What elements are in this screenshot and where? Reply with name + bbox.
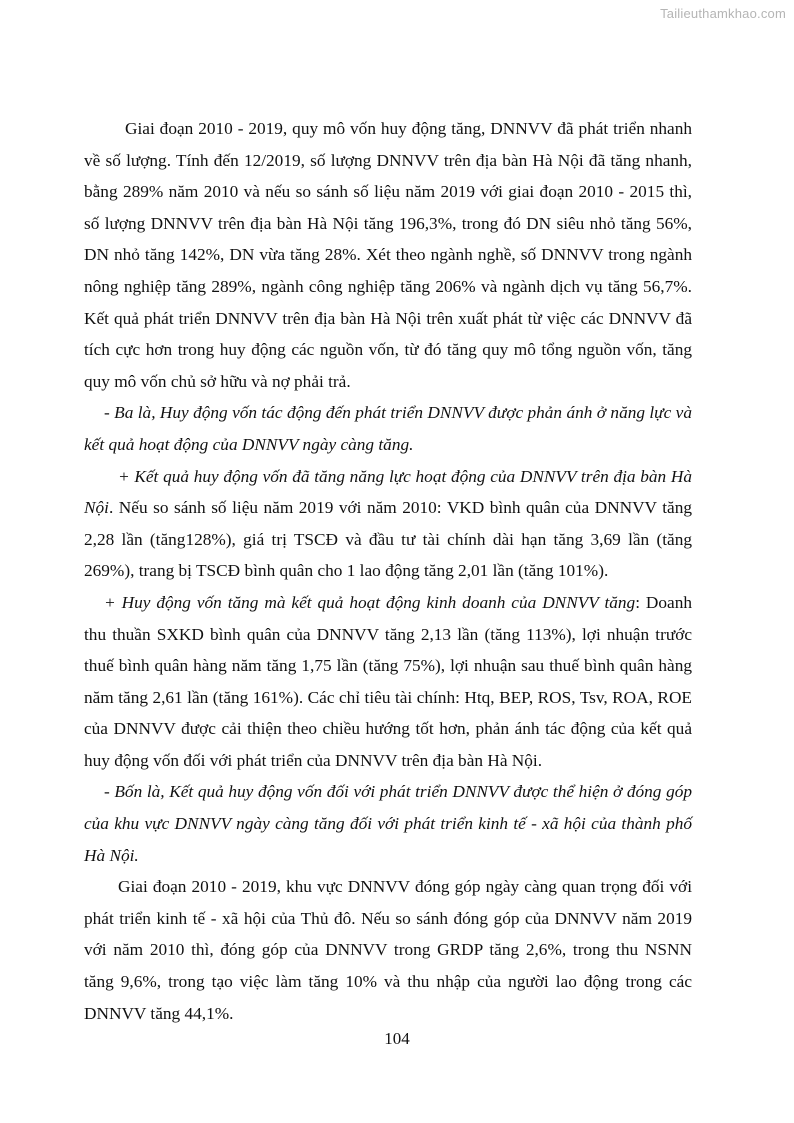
paragraph-business-results [84, 587, 692, 777]
paragraph-contribution: Giai đoạn 2010 - 2019, khu vực DNNVV đóng góp ngày càng quan trọng đối với phát triển kinh tế - xã hội của Thủ đô. Nếu so sánh đóng góp của DNNVV năm 2019 với năm 2010 thì, đóng góp của DNNVV trong GRDP tăng 2,6%, trong thu NSNN tăng 9,6%, trong tạo việc làm tăng 10% và thu nhập của người lao động trong các DNNVV tăng 44,1%. [84, 877, 692, 1023]
page-number: 104 [384, 1029, 410, 1048]
document-body [84, 113, 692, 1029]
business-results-heading: + Huy động vốn tăng mà kết quả hoạt động kinh doanh của DNNVV tăng [104, 592, 636, 612]
paragraph-point-three: - Ba là, Huy động vốn tác động đến phát triển DNNVV được phản ánh ở năng lực và kết quả hoạt động của DNNVV ngày càng tăng. [84, 403, 692, 454]
capacity-body: . Nếu so sánh số liệu năm 2019 với năm 2010: VKD bình quân của DNNVV tăng 2,28 lần (tăng128%), giá trị TSCĐ và đầu tư tài chính dài hạn tăng 3,69 lần (tăng 269%), trang bị TSCĐ bình quân cho 1 lao động tăng 2,01 lần (tăng 101%). [84, 498, 692, 581]
capacity-heading: + Kết quả huy động vốn đã tăng năng lực hoạt động của DNNVV trên địa bàn Hà Nội [84, 466, 692, 518]
paragraph-scale-growth: Giai đoạn 2010 - 2019, quy mô vốn huy động tăng, DNNVV đã phát triển nhanh về số lượng. Tính đến 12/2019, số lượng DNNVV trên địa bàn Hà Nội đã tăng nhanh, bằng 289% năm 2010 và nếu so sánh số liệu năm 2019 với giai đoạn 2010 - 2015 thì, số lượng DNNVV trên địa bàn Hà Nội tăng 196,3%, trong đó DN siêu nhỏ tăng 56%, DN nhỏ tăng 142%, DN vừa tăng 28%. Xét theo ngành nghề, số DNNVV trong ngành nông nghiệp tăng 289%, ngành công nghiệp tăng 206% và ngành dịch vụ tăng 56,7%. Kết quả phát triển DNNVV trên địa bàn Hà Nội trên xuất phát từ việc các DNNVV đã tích cực hơn trong huy động các nguồn vốn, từ đó tăng quy mô tổng nguồn vốn, tăng quy mô vốn chủ sở hữu và nợ phải trả. [84, 119, 692, 391]
watermark-text: Tailieuthamkhao.com [660, 6, 786, 21]
paragraph-capacity [84, 461, 692, 587]
business-results-body: : Doanh thu thuần SXKD bình quân của DNNVV tăng 2,13 lần (tăng 113%), lợi nhuận trước thuế bình quân hàng năm tăng 1,75 lần (tăng 75%), lợi nhuận sau thuế bình quân hàng năm tăng 2,61 lần (tăng 161%). Các chỉ tiêu tài chính: Htq, BEP, ROS, Tsv, ROA, ROE của DNNVV được cải thiện theo chiều hướng tốt hơn, phản ánh tác động của kết quả huy động vốn đối với phát triển của DNNVV trên địa bàn Hà Nội. [84, 592, 692, 770]
paragraph-point-four: - Bốn là, Kết quả huy động vốn đối với phát triển DNNVV được thể hiện ở đóng góp của khu vực DNNVV ngày càng tăng đối với phát triển kinh tế - xã hội của thành phố Hà Nội. [84, 782, 692, 865]
